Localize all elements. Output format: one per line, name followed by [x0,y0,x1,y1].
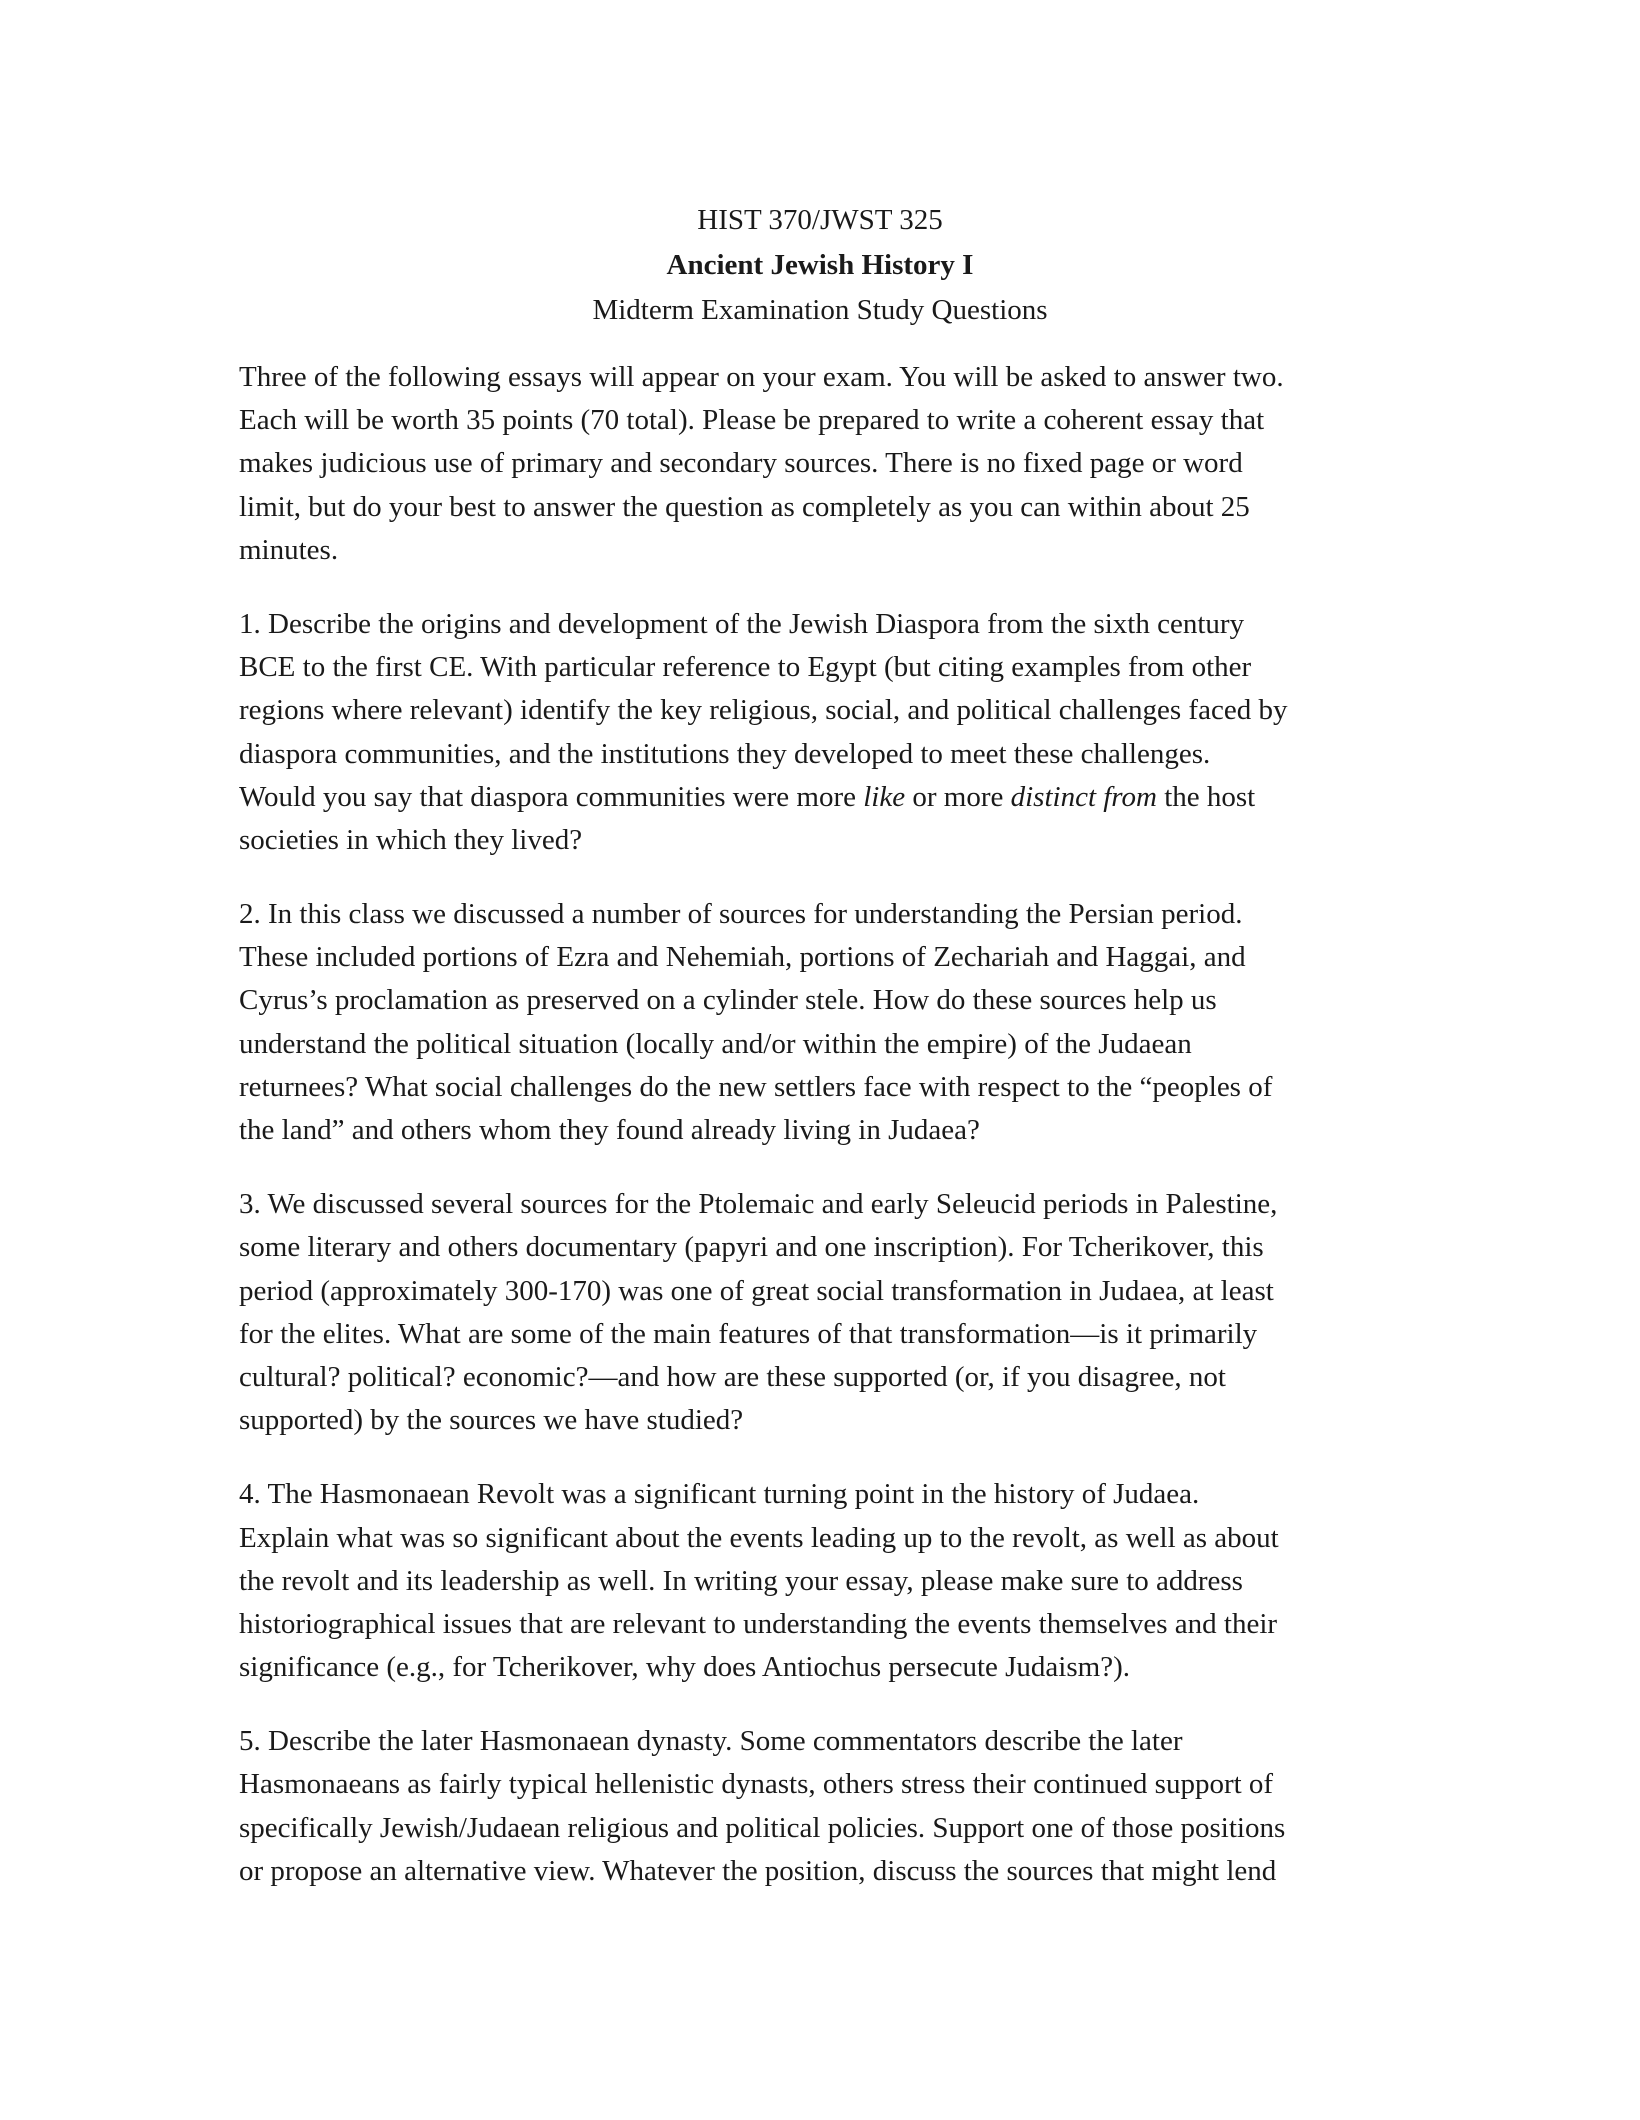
text-line: period (approximately 300-170) was one of great social transformation in Judaea, at least [239,1274,1274,1307]
text-line: historiographical issues that are relevant to understanding the events themselves and their [239,1607,1278,1640]
text-line: limit, but do your best to answer the question as completely as you can within about 25 [239,490,1250,523]
text-line: supported) by the sources we have studied? [239,1404,744,1437]
intro-paragraph [239,356,1399,572]
text-line [239,776,1399,819]
question-1 [239,603,1399,862]
course-code: HIST 370/JWST 325 [697,204,943,236]
text-line: understand the political situation (locally and/or within the empire) of the Judaean [239,1027,1192,1060]
text-line: 4. The Hasmonaean Revolt was a significant turning point in the history of Judaea. [239,1478,1200,1511]
question-3 [239,1183,1399,1442]
text-line: 3. We discussed several sources for the Ptolemaic and early Seleucid periods in Palestine, [239,1188,1278,1221]
question-5 [239,1720,1399,1893]
text-line: diaspora communities, and the institutions they developed to meet these challenges. [239,737,1211,770]
emphasis-like: like [863,780,906,813]
text-segment: Would you say that diaspora communities were more [239,780,864,813]
text-line: specifically Jewish/Judaean religious and political policies. Support one of those positions [239,1811,1286,1844]
text-line: BCE to the first CE. With particular reference to Egypt (but citing examples from other [239,651,1252,684]
text-line: Cyrus’s proclamation as preserved on a cylinder stele. How do these sources help us [239,984,1217,1017]
text-line: or propose an alternative view. Whatever the position, discuss the sources that might lend [239,1854,1277,1887]
document-body [239,356,1399,1924]
text-line: Each will be worth 35 points (70 total). Please be prepared to write a coherent essay that [239,404,1265,437]
text-line: the revolt and its leadership as well. In writing your essay, please make sure to address [239,1564,1243,1597]
text-line: cultural? political? economic?—and how are these supported (or, if you disagree, not [239,1360,1226,1393]
text-line: These included portions of Ezra and Nehemiah, portions of Zechariah and Haggai, and [239,941,1246,974]
text-line: the land” and others whom they found already living in Judaea? [239,1114,980,1146]
text-line: regions where relevant) identify the key religious, social, and political challenges faced by [239,694,1288,727]
text-line: Hasmonaeans as fairly typical hellenistic dynasts, others stress their continued support of [239,1768,1274,1801]
text-line: for the elites. What are some of the main features of that transformation—is it primarily [239,1317,1258,1350]
text-line: returnees? What social challenges do the new settlers face with respect to the “peoples of [239,1070,1273,1103]
question-4 [239,1473,1399,1689]
text-segment: or more [905,780,1011,813]
document-header [0,198,1640,333]
text-line: Explain what was so significant about the events leading up to the revolt, as well as about [239,1521,1279,1554]
emphasis-distinct-from: distinct from [1010,780,1157,813]
text-line: significance (e.g., for Tcherikover, why does Antiochus persecute Judaism?). [239,1651,1130,1684]
text-segment: the host [1156,780,1256,813]
course-title: Ancient Jewish History I [666,249,974,281]
text-line: Three of the following essays will appear on your exam. You will be asked to answer two. [239,361,1284,393]
text-line: 5. Describe the later Hasmonaean dynasty. Some commentators describe the later [239,1725,1183,1758]
text-line: 2. In this class we discussed a number of sources for understanding the Persian period. [239,898,1243,931]
text-line: 1. Describe the origins and development of the Jewish Diaspora from the sixth century [239,607,1245,640]
text-line: some literary and others documentary (papyri and one inscription). For Tcherikover, this [239,1231,1264,1264]
document-title: Midterm Examination Study Questions [592,294,1048,326]
text-line: makes judicious use of primary and secondary sources. There is no fixed page or word [239,447,1243,480]
text-line: minutes. [239,533,339,566]
question-2 [239,893,1399,1152]
text-line: societies in which they lived? [239,823,583,856]
